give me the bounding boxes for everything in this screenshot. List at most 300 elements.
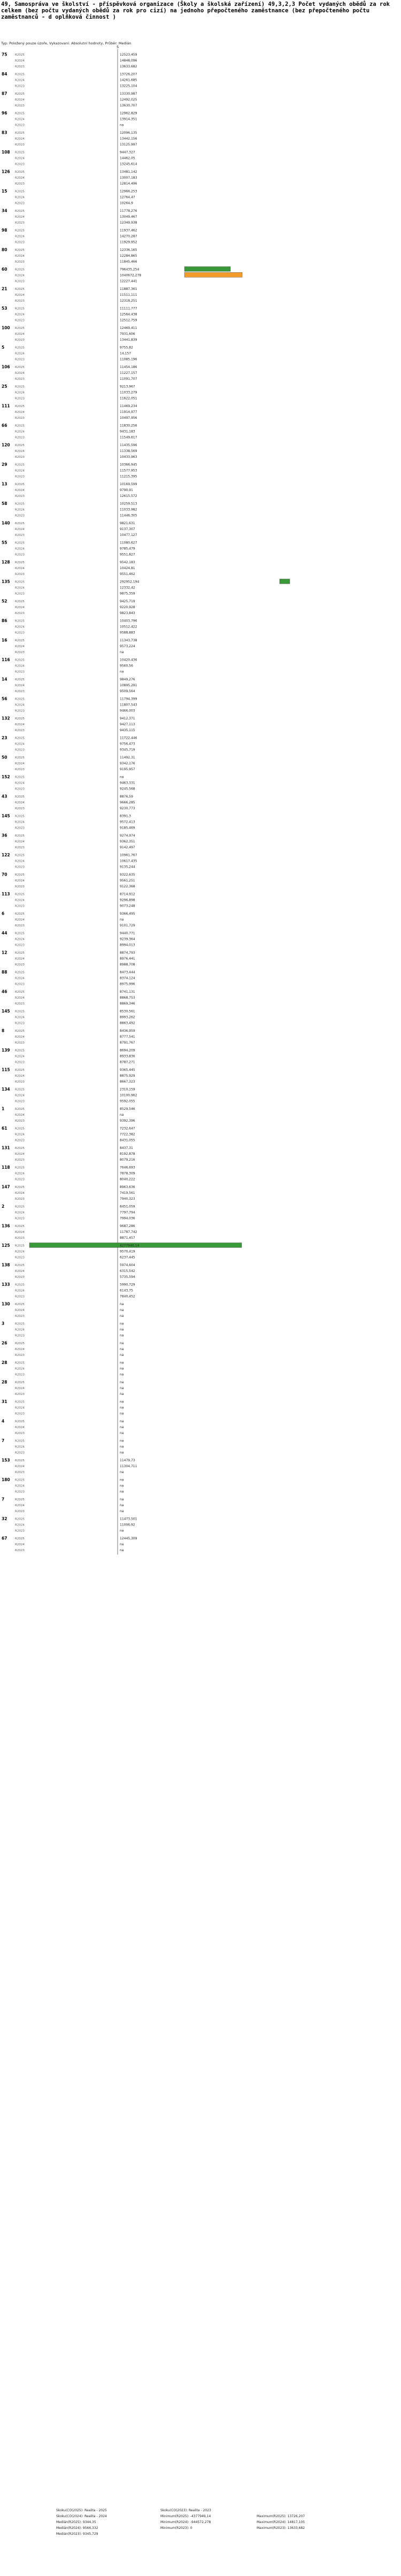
value-label: 9756,473 bbox=[120, 742, 135, 746]
value-label: na bbox=[120, 1412, 124, 1416]
series-label: R2024 bbox=[15, 781, 25, 785]
value-label: 8529,546 bbox=[120, 1107, 135, 1111]
series-label: R2025 bbox=[15, 1030, 25, 1033]
value-label: 7646,693 bbox=[120, 1166, 135, 1170]
series-label: R2023 bbox=[15, 904, 25, 908]
series-label: R2025 bbox=[15, 1010, 25, 1014]
series-label: R2023 bbox=[15, 1470, 25, 1474]
value-label: 9542,183 bbox=[120, 561, 135, 565]
footer-line: Medián(R2025): 9344,35 bbox=[56, 2520, 96, 2524]
series-label: R2025 bbox=[15, 1225, 25, 1229]
series-label: R2023 bbox=[15, 963, 25, 967]
value-label: na bbox=[120, 1439, 124, 1443]
value-label: 8451,059 bbox=[120, 1205, 135, 1209]
series-label: R2024 bbox=[15, 899, 25, 902]
value-label: 9570,419 bbox=[120, 1249, 135, 1254]
series-label: R2025 bbox=[15, 307, 25, 311]
value-label: na bbox=[120, 918, 124, 922]
value-label: 9213,967 bbox=[120, 385, 135, 389]
series-label: R2025 bbox=[15, 1166, 25, 1170]
series-label: R2023 bbox=[15, 1353, 25, 1357]
series-label: R2025 bbox=[15, 580, 25, 584]
value-label: na bbox=[120, 123, 124, 127]
value-label: 14,157 bbox=[120, 351, 131, 356]
value-label: 11454,186 bbox=[120, 365, 137, 370]
series-label: R2023 bbox=[15, 299, 25, 303]
series-label: R2025 bbox=[15, 991, 25, 994]
series-label: R2024 bbox=[15, 664, 25, 668]
series-label: R2024 bbox=[15, 840, 25, 844]
value-label: 7797,794 bbox=[120, 1210, 135, 1215]
series-label: R2025 bbox=[15, 463, 25, 467]
series-label: R2023 bbox=[15, 416, 25, 420]
series-label: R2023 bbox=[15, 1256, 25, 1260]
value-label: 10259,513 bbox=[120, 502, 137, 506]
value-label: 6143,75 bbox=[120, 1289, 133, 1293]
value-label: 11085,196 bbox=[120, 357, 137, 362]
series-label: R2025 bbox=[15, 1069, 25, 1072]
series-label: R2023 bbox=[15, 1158, 25, 1162]
value-label: na bbox=[120, 1381, 124, 1385]
value-label: 12523,459 bbox=[120, 53, 137, 57]
value-label: 12469,411 bbox=[120, 326, 137, 331]
series-label: R2024 bbox=[15, 235, 25, 239]
value-label: 11511,111 bbox=[120, 293, 137, 297]
series-label: R2024 bbox=[15, 1114, 25, 1117]
value-label: 8741,131 bbox=[120, 990, 135, 994]
category-label: 139 bbox=[2, 1048, 10, 1053]
value-label: 11080,627 bbox=[120, 541, 137, 545]
value-label: na bbox=[120, 1420, 124, 1424]
series-label: R2024 bbox=[15, 1250, 25, 1254]
series-label: R2023 bbox=[15, 1002, 25, 1006]
series-label: R2025 bbox=[15, 1205, 25, 1209]
series-label: R2023 bbox=[15, 1451, 25, 1455]
value-label: 9561,251 bbox=[120, 879, 135, 883]
series-label: R2024 bbox=[15, 1289, 25, 1293]
value-label: 12962,829 bbox=[120, 111, 137, 116]
value-label: 13442,156 bbox=[120, 137, 137, 141]
series-label: R2025 bbox=[15, 619, 25, 623]
series-label: R2025 bbox=[15, 1342, 25, 1346]
value-label: 10169,599 bbox=[120, 482, 137, 487]
value-label: 11722,446 bbox=[120, 736, 137, 740]
series-label: R2024 bbox=[15, 645, 25, 649]
value-label: 10424,81 bbox=[120, 566, 135, 571]
value-label: 8863,492 bbox=[120, 1021, 135, 1025]
value-label: 14462,05 bbox=[120, 156, 135, 160]
value-label: 14261,685 bbox=[120, 78, 137, 82]
value-label: 11549,617 bbox=[120, 435, 137, 440]
value-label: 8694,209 bbox=[120, 1048, 135, 1053]
value-label: 13481,142 bbox=[120, 170, 137, 174]
value-label: 8530,561 bbox=[120, 1009, 135, 1014]
category-label: 136 bbox=[2, 1223, 10, 1229]
value-label: 9142,497 bbox=[120, 845, 135, 849]
value-label: 8988,708 bbox=[120, 962, 135, 967]
category-label: 25 bbox=[2, 384, 7, 389]
series-label: R2023 bbox=[15, 553, 25, 557]
value-label: 11338,569 bbox=[120, 449, 137, 454]
series-label: R2024 bbox=[15, 1231, 25, 1235]
series-label: R2025 bbox=[15, 424, 25, 428]
footer-line: Maximum(R2023): 13633,682 bbox=[257, 2526, 305, 2530]
series-label: R2025 bbox=[15, 873, 25, 877]
value-label: 13914,351 bbox=[120, 117, 137, 121]
value-label: na bbox=[120, 1470, 124, 1474]
footer-line: Minimum(R2023): 0 bbox=[160, 2526, 192, 2530]
series-label: R2025 bbox=[15, 893, 25, 896]
value-label: 10895,291 bbox=[120, 684, 137, 688]
category-label: 133 bbox=[2, 1282, 10, 1287]
value-label: na bbox=[120, 1406, 124, 1410]
value-label: 11033,279 bbox=[120, 390, 137, 395]
category-label: 66 bbox=[2, 423, 7, 428]
footer-line: Skoku(CO(2025): Realita - 2025 bbox=[56, 2509, 107, 2512]
value-label: 12966,253 bbox=[120, 189, 137, 194]
series-label: R2023 bbox=[15, 533, 25, 537]
value-label: 9431,183 bbox=[120, 430, 135, 434]
series-label: R2023 bbox=[15, 631, 25, 635]
value-label: na bbox=[120, 775, 124, 779]
series-label: R2023 bbox=[15, 494, 25, 498]
value-label: 9551,827 bbox=[120, 553, 135, 557]
value-label: 12615,572 bbox=[120, 494, 137, 498]
value-label: 9785,479 bbox=[120, 547, 135, 551]
value-label: 9849,276 bbox=[120, 678, 135, 682]
value-label: 12318,251 bbox=[120, 298, 137, 303]
value-label: 12445,309 bbox=[120, 1537, 137, 1541]
value-label: 12764,47 bbox=[120, 195, 135, 200]
category-label: 70 bbox=[2, 872, 7, 877]
series-label: R2024 bbox=[15, 1328, 25, 1332]
value-label: 9366,495 bbox=[120, 912, 135, 916]
series-label: R2025 bbox=[15, 1361, 25, 1365]
value-label: 11473,501 bbox=[120, 1517, 137, 1521]
bar bbox=[184, 267, 230, 272]
value-label: 12332,42 bbox=[120, 586, 135, 590]
value-label: 8875,929 bbox=[120, 1074, 135, 1078]
series-label: R2024 bbox=[15, 996, 25, 1000]
series-label: R2023 bbox=[15, 104, 25, 108]
value-label: 9073,248 bbox=[120, 904, 135, 908]
series-label: R2025 bbox=[15, 1303, 25, 1307]
series-label: R2024 bbox=[15, 137, 25, 141]
category-label: 135 bbox=[2, 579, 10, 585]
series-label: R2025 bbox=[15, 405, 25, 409]
series-label: R2025 bbox=[15, 1439, 25, 1443]
value-label: na bbox=[120, 1308, 124, 1313]
value-label: 8869,346 bbox=[120, 1001, 135, 1006]
value-label: na bbox=[120, 1484, 124, 1488]
series-label: R2023 bbox=[15, 826, 25, 830]
series-label: R2024 bbox=[15, 1465, 25, 1469]
series-label: R2024 bbox=[15, 1075, 25, 1078]
value-label: 11887,361 bbox=[120, 287, 137, 292]
value-label: na bbox=[120, 1504, 124, 1508]
value-label: 12349,938 bbox=[120, 220, 137, 225]
value-label: 9230,773 bbox=[120, 806, 135, 810]
value-label: na bbox=[120, 1529, 124, 1533]
series-label: R2023 bbox=[15, 1334, 25, 1338]
value-label: na bbox=[120, 1367, 124, 1371]
value-label: na bbox=[120, 1498, 124, 1502]
category-label: 4 bbox=[2, 1419, 5, 1424]
series-label: R2024 bbox=[15, 216, 25, 219]
value-label: 9435,115 bbox=[120, 728, 135, 732]
value-label: 11215,395 bbox=[120, 474, 137, 479]
value-label: na bbox=[120, 1478, 124, 1482]
value-label: 10617,435 bbox=[120, 859, 137, 863]
value-label: 8391,3 bbox=[120, 814, 131, 818]
value-label: 9755,82 bbox=[120, 346, 133, 350]
series-label: R2025 bbox=[15, 327, 25, 331]
category-label: 132 bbox=[2, 716, 10, 721]
value-label: 8871,457 bbox=[120, 1236, 135, 1240]
category-label: 138 bbox=[2, 1262, 10, 1268]
series-label: R2024 bbox=[15, 1309, 25, 1313]
series-label: R2023 bbox=[15, 221, 25, 225]
series-label: R2023 bbox=[15, 260, 25, 264]
series-label: R2024 bbox=[15, 352, 25, 356]
series-label: R2025 bbox=[15, 834, 25, 838]
value-label: na bbox=[120, 1333, 124, 1338]
series-label: R2024 bbox=[15, 157, 25, 160]
value-label: na bbox=[120, 1451, 124, 1455]
category-label: 116 bbox=[2, 657, 10, 663]
category-label: 122 bbox=[2, 853, 10, 858]
category-label: 83 bbox=[2, 130, 7, 135]
category-label: 7 bbox=[2, 1438, 5, 1444]
value-label: 796435,254 bbox=[120, 267, 140, 272]
series-label: R2024 bbox=[15, 1211, 25, 1215]
series-label: R2024 bbox=[15, 508, 25, 512]
value-label: 13633,682 bbox=[120, 64, 137, 68]
series-label: R2024 bbox=[15, 977, 25, 980]
category-label: 115 bbox=[2, 1067, 10, 1072]
value-label: 9274,974 bbox=[120, 834, 135, 838]
value-label: 9551,462 bbox=[120, 572, 135, 576]
value-label: 9466,003 bbox=[120, 709, 135, 713]
series-label: R2023 bbox=[15, 1275, 25, 1279]
series-label: R2025 bbox=[15, 932, 25, 936]
series-label: R2024 bbox=[15, 1153, 25, 1156]
series-label: R2023 bbox=[15, 1373, 25, 1377]
value-label: 9588,883 bbox=[120, 631, 135, 635]
value-label: 9687,286 bbox=[120, 1224, 135, 1229]
category-label: 87 bbox=[2, 91, 7, 96]
value-label: na bbox=[120, 1425, 124, 1430]
category-label: 1 bbox=[2, 1106, 5, 1111]
series-label: R2025 bbox=[15, 132, 25, 135]
value-label: 9137,307 bbox=[120, 527, 135, 532]
value-label: 9245,568 bbox=[120, 787, 135, 791]
series-label: R2024 bbox=[15, 742, 25, 746]
value-label: 13225,104 bbox=[120, 84, 137, 88]
series-label: R2024 bbox=[15, 918, 25, 922]
category-label: 32 bbox=[2, 1516, 7, 1522]
series-label: R2024 bbox=[15, 411, 25, 415]
category-label: 134 bbox=[2, 1087, 10, 1092]
series-label: R2024 bbox=[15, 294, 25, 297]
series-label: R2023 bbox=[15, 182, 25, 186]
series-label: R2023 bbox=[15, 983, 25, 986]
value-label: 8431,055 bbox=[120, 1138, 135, 1143]
value-label: 9875,359 bbox=[120, 592, 135, 596]
category-label: 147 bbox=[2, 1184, 10, 1190]
series-label: R2025 bbox=[15, 541, 25, 545]
value-label: 8374,124 bbox=[120, 976, 135, 980]
series-label: R2023 bbox=[15, 1119, 25, 1123]
series-label: R2024 bbox=[15, 860, 25, 863]
category-label: 106 bbox=[2, 364, 10, 370]
value-label: na bbox=[120, 650, 124, 654]
category-label: 3 bbox=[2, 1321, 5, 1327]
category-label: 153 bbox=[2, 1458, 10, 1463]
category-label: 84 bbox=[2, 72, 7, 77]
series-label: R2023 bbox=[15, 1490, 25, 1494]
series-label: R2024 bbox=[15, 1426, 25, 1430]
series-label: R2023 bbox=[15, 202, 25, 205]
category-label: 53 bbox=[2, 306, 7, 311]
value-label: 8874,793 bbox=[120, 951, 135, 955]
series-label: R2023 bbox=[15, 1217, 25, 1221]
series-label: R2025 bbox=[15, 639, 25, 643]
series-label: R2024 bbox=[15, 177, 25, 180]
value-label: 8868,753 bbox=[120, 996, 135, 1000]
value-label: 9239,364 bbox=[120, 937, 135, 941]
series-label: R2023 bbox=[15, 455, 25, 459]
footer-line: Skoku(CO(2023): Realita - 2023 bbox=[160, 2509, 211, 2512]
series-label: R2023 bbox=[15, 1529, 25, 1533]
series-label: R2025 bbox=[15, 600, 25, 604]
footer-line: Maximum(R2025): 13726,207 bbox=[257, 2514, 305, 2518]
value-label: na bbox=[120, 1445, 124, 1449]
series-label: R2023 bbox=[15, 475, 25, 479]
series-label: R2023 bbox=[15, 924, 25, 927]
value-label: 10961,767 bbox=[120, 853, 137, 857]
series-label: R2023 bbox=[15, 1178, 25, 1182]
value-label: na bbox=[120, 1373, 124, 1377]
value-label: 11343,738 bbox=[120, 639, 137, 643]
series-label: R2023 bbox=[15, 377, 25, 381]
series-label: R2024 bbox=[15, 430, 25, 434]
value-label: 9425,719 bbox=[120, 600, 135, 604]
series-label: R2024 bbox=[15, 957, 25, 961]
series-label: R2023 bbox=[15, 1022, 25, 1025]
series-label: R2024 bbox=[15, 762, 25, 766]
series-label: R2024 bbox=[15, 723, 25, 727]
value-label: 8192,878 bbox=[120, 1152, 135, 1156]
value-label: 9365,445 bbox=[120, 1068, 135, 1072]
category-label: 131 bbox=[2, 1145, 10, 1151]
category-label: 118 bbox=[2, 1165, 10, 1170]
value-label: 292952,194 bbox=[120, 580, 140, 584]
category-label: 7 bbox=[2, 1497, 5, 1502]
value-label: 9447,327 bbox=[120, 150, 135, 155]
value-label: 8787,271 bbox=[120, 1060, 135, 1064]
series-label: R2024 bbox=[15, 1406, 25, 1410]
series-label: R2025 bbox=[15, 697, 25, 701]
value-label: 9821,631 bbox=[120, 522, 135, 526]
value-label: 11787,742 bbox=[120, 1230, 137, 1235]
series-label: R2023 bbox=[15, 748, 25, 752]
value-label: 12564,438 bbox=[120, 312, 137, 317]
series-label: R2025 bbox=[15, 971, 25, 975]
value-label: 11435,596 bbox=[120, 443, 137, 448]
series-label: R2023 bbox=[15, 397, 25, 401]
value-label: 9185,469 bbox=[120, 826, 135, 830]
series-label: R2024 bbox=[15, 1348, 25, 1352]
value-label: 8993,262 bbox=[120, 1015, 135, 1019]
series-label: R2023 bbox=[15, 1412, 25, 1416]
series-label: R2023 bbox=[15, 1041, 25, 1045]
series-label: R2025 bbox=[15, 1478, 25, 1482]
value-label: 8040,222 bbox=[120, 1177, 135, 1182]
series-label: R2025 bbox=[15, 112, 25, 116]
value-label: 2310,159 bbox=[120, 1087, 135, 1092]
series-label: R2023 bbox=[15, 1197, 25, 1201]
value-label: na bbox=[120, 1392, 124, 1396]
series-label: R2023 bbox=[15, 1100, 25, 1103]
series-label: R2025 bbox=[15, 171, 25, 174]
series-label: R2025 bbox=[15, 561, 25, 565]
series-label: R2023 bbox=[15, 572, 25, 576]
series-label: R2024 bbox=[15, 1036, 25, 1039]
category-label: 26 bbox=[2, 1340, 7, 1346]
series-label: R2025 bbox=[15, 1108, 25, 1111]
series-label: R2024 bbox=[15, 821, 25, 824]
value-label: 9573,224 bbox=[120, 645, 135, 649]
footer-line: Minimum(R2024): -944572,278 bbox=[160, 2520, 211, 2524]
series-label: R2023 bbox=[15, 1080, 25, 1084]
value-label: 10366,945 bbox=[120, 463, 137, 467]
category-label: 140 bbox=[2, 520, 10, 526]
series-label: R2025 bbox=[15, 1322, 25, 1326]
series-label: R2023 bbox=[15, 65, 25, 68]
series-label: R2025 bbox=[15, 678, 25, 682]
category-label: 34 bbox=[2, 208, 7, 213]
series-label: R2025 bbox=[15, 952, 25, 955]
value-label: 9122,368 bbox=[120, 884, 135, 888]
category-label: 80 bbox=[2, 247, 7, 252]
series-label: R2024 bbox=[15, 1387, 25, 1391]
value-label: 11794,399 bbox=[120, 697, 137, 701]
series-label: R2025 bbox=[15, 1264, 25, 1268]
category-label: 180 bbox=[2, 1477, 10, 1483]
series-label: R2023 bbox=[15, 1295, 25, 1299]
series-label: R2023 bbox=[15, 358, 25, 362]
value-label: 7931,606 bbox=[120, 332, 135, 336]
series-label: R2024 bbox=[15, 372, 25, 375]
series-label: R2025 bbox=[15, 502, 25, 506]
series-label: R2023 bbox=[15, 436, 25, 440]
category-label: 28 bbox=[2, 1379, 7, 1385]
series-label: R2023 bbox=[15, 143, 25, 147]
value-label: 7878,309 bbox=[120, 1171, 135, 1176]
series-label: R2023 bbox=[15, 592, 25, 596]
category-label: 56 bbox=[2, 696, 7, 702]
value-label: 11577,953 bbox=[120, 469, 137, 473]
series-label: R2025 bbox=[15, 776, 25, 779]
value-label: 12227,441 bbox=[120, 279, 137, 283]
value-label: 8994,013 bbox=[120, 943, 135, 947]
series-label: R2024 bbox=[15, 1094, 25, 1098]
category-label: 130 bbox=[2, 1301, 10, 1307]
value-label: 9560,56 bbox=[120, 664, 133, 668]
series-label: R2025 bbox=[15, 210, 25, 213]
bar bbox=[280, 579, 290, 584]
